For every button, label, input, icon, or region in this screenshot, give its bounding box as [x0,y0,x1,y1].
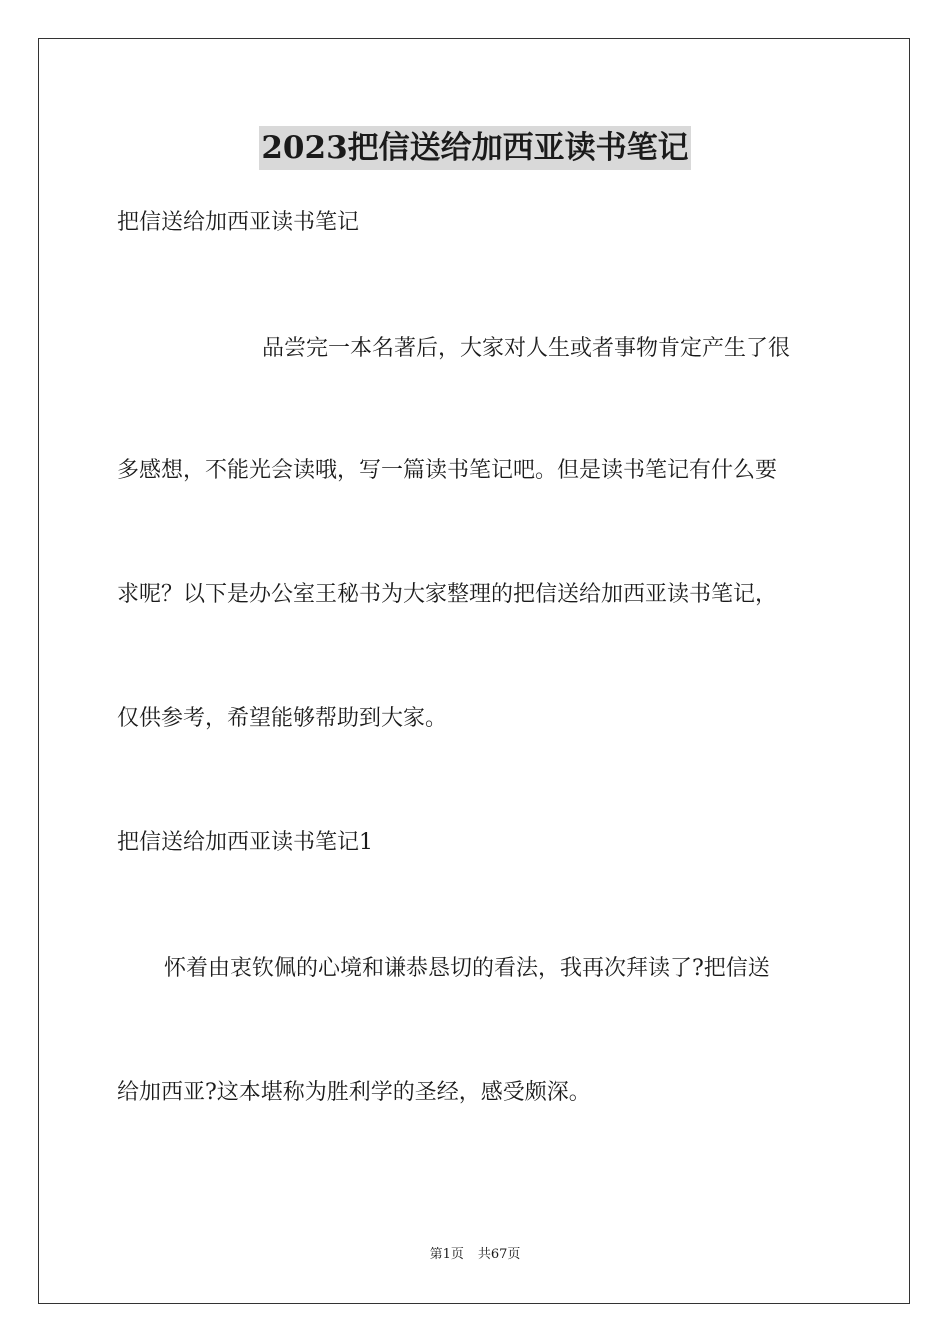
paragraph-line: 仅供参考，希望能够帮助到大家。 [117,706,448,731]
page-number: 第1页 [429,1247,464,1262]
paragraph-line: 给加西亚?这本堪称为胜利学的圣经，感受颇深。 [117,1080,591,1105]
section-heading: 把信送给加西亚读书笔记1 [117,830,373,855]
paragraph-line: 求呢？以下是办公室王秘书为大家整理的把信送给加西亚读书笔记， [117,582,778,607]
document-title: 2023把信送给加西亚读书笔记 [259,126,690,170]
page-total: 共67页 [477,1247,521,1262]
subtitle-line: 把信送给加西亚读书笔记 [117,210,360,235]
title-container [0,126,950,170]
page-footer [0,1246,950,1264]
paragraph-line: 品尝完一本名著后，大家对人生或者事物肯定产生了很 [262,336,791,361]
paragraph-line: 怀着由衷钦佩的心境和谦恭恳切的看法，我再次拜读了?把信送 [164,956,770,981]
paragraph-line: 多感想，不能光会读哦，写一篇读书笔记吧。但是读书笔记有什么要 [117,458,778,483]
